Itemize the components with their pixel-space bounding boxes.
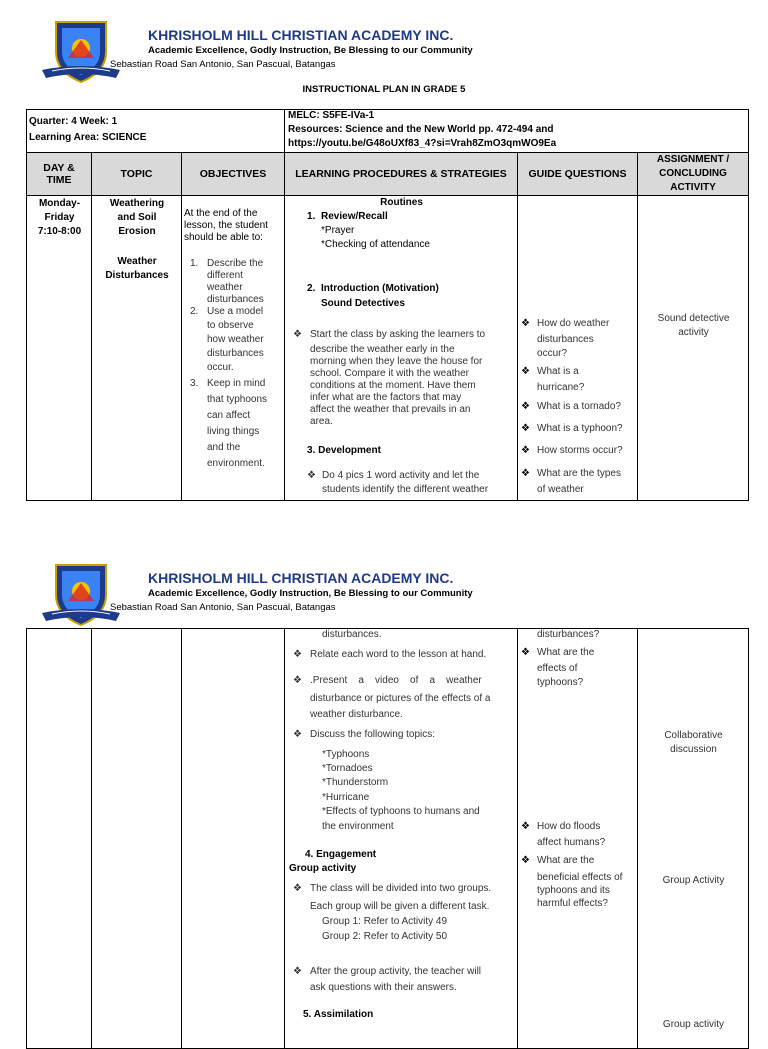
- start-text: conditions at the moment. Have them: [310, 380, 476, 391]
- assignment-cell: [638, 196, 749, 501]
- day-time-cell: [27, 629, 92, 1049]
- start-text: morning when they leave the house for: [310, 356, 483, 367]
- discussion-topic: *Tornadoes: [322, 763, 373, 774]
- school-motto: Academic Excellence, Godly Instruction, Be Blessing to our Community: [148, 45, 473, 56]
- guide-question: hurricane?: [537, 382, 585, 393]
- col-header-procedures: LEARNING PROCEDURES & STRATEGIES: [285, 153, 518, 196]
- diamond-bullet-icon: ❖: [521, 647, 530, 658]
- after-text: ask questions with their answers.: [310, 982, 457, 993]
- pics-text: students identify the different weather: [322, 484, 489, 495]
- resources-link[interactable]: https://youtu.be/G48oUXf83_4?si=Vrah8ZmO3qmWO9Ea: [288, 138, 557, 149]
- objective-number: 2.: [190, 306, 199, 317]
- guide-questions-cell: [518, 196, 638, 501]
- subtopic-line: Weather: [117, 256, 157, 267]
- sound-detectives-heading: Sound Detectives: [321, 298, 405, 309]
- guide-question: typhoons and its: [537, 885, 610, 896]
- assignment-text: Collaborative: [664, 730, 723, 741]
- plan-title: INSTRUCTIONAL PLAN IN GRADE 5: [302, 84, 466, 95]
- objective-1: Describe the: [207, 258, 264, 269]
- objective-intro: lesson, the student: [184, 220, 268, 231]
- guide-question: occur?: [537, 348, 568, 359]
- guide-question: What are the: [537, 855, 595, 866]
- objectives-cell: [182, 629, 285, 1049]
- objective-2: to observe: [207, 320, 254, 331]
- col-header-day-time: [27, 153, 92, 196]
- school-address: Sebastian Road San Antonio, San Pascual, Batangas: [110, 59, 336, 70]
- assignment-text: Group activity: [662, 1019, 725, 1030]
- step-number: 2.: [307, 283, 316, 294]
- objective-3: that typhoons: [207, 394, 268, 405]
- guide-question: typhoons?: [537, 677, 584, 688]
- info-right-cell: [285, 110, 749, 153]
- objective-2: occur.: [207, 362, 234, 373]
- start-text: infer what are the factors that may: [310, 392, 462, 403]
- assimilation-heading: 5. Assimilation: [303, 1009, 374, 1020]
- col-header-objectives: OBJECTIVES: [182, 153, 285, 196]
- after-text: After the group activity, the teacher will: [310, 966, 482, 977]
- subtopic-line: Disturbances: [105, 270, 169, 281]
- diamond-bullet-icon: ❖: [521, 468, 530, 479]
- assignment-text: activity: [678, 327, 709, 338]
- diamond-bullet-icon: ❖: [521, 401, 530, 412]
- development-heading: 3. Development: [307, 445, 381, 456]
- procedures-cell: [285, 196, 518, 501]
- objective-number: 3.: [190, 378, 199, 389]
- resources: [288, 124, 553, 136]
- objective-1: disturbances: [207, 294, 264, 305]
- plan-table-page1: [26, 109, 749, 501]
- diamond-bullet-icon: ❖: [293, 675, 302, 686]
- diamond-bullet-icon: ❖: [293, 649, 302, 660]
- engagement-heading: 4. Engagement: [305, 849, 377, 860]
- review-heading: Review/Recall: [321, 211, 388, 222]
- guide-question: How storms occur?: [537, 445, 623, 456]
- day-time-cell: [27, 196, 92, 501]
- time-line: 7:10-8:00: [37, 226, 82, 237]
- divided-text: Each group will be given a different task.: [310, 901, 490, 912]
- assignment-text: Sound detective: [657, 313, 730, 324]
- guide-question: beneficial effects of: [537, 872, 623, 883]
- start-text: affect the weather that prevails in an: [310, 404, 471, 415]
- objective-2: Use a model: [207, 306, 264, 317]
- discussion-topic: *Effects of typhoons to humans and: [322, 806, 480, 817]
- assignment-text: discussion: [670, 744, 717, 755]
- objective-intro: At the end of the: [184, 208, 258, 219]
- guide-question: What are the types: [537, 468, 621, 479]
- guide-question: affect humans?: [537, 837, 606, 848]
- topic-line: and Soil: [117, 212, 157, 223]
- col-header-guide-questions: GUIDE QUESTIONS: [518, 153, 638, 196]
- objective-2: disturbances: [207, 348, 264, 359]
- discussion-topic: *Hurricane: [322, 792, 370, 803]
- guide-question: What is a typhoon?: [537, 423, 623, 434]
- group-1-task: Group 1: Refer to Activity 49: [322, 916, 448, 927]
- guide-question: What is a: [537, 366, 579, 377]
- topic-line: Weathering: [109, 198, 165, 209]
- col-header-assignment: [638, 153, 749, 196]
- school-motto: Academic Excellence, Godly Instruction, Be Blessing to our Community: [148, 588, 473, 599]
- col-assign-line3: ACTIVITY: [670, 182, 716, 193]
- objective-1: weather: [207, 282, 243, 293]
- start-text: school. Compare it with the weather: [310, 368, 469, 379]
- school-logo-icon: [42, 18, 120, 86]
- day-line: Friday: [44, 212, 75, 223]
- continued-text: disturbances.: [322, 629, 382, 640]
- present-text: weather disturbance.: [310, 709, 403, 720]
- objective-number: 1.: [190, 258, 199, 269]
- quarter-week: Quarter: 4 Week: 1: [29, 116, 118, 127]
- objective-1: different: [207, 270, 243, 281]
- diamond-bullet-icon: ❖: [293, 883, 302, 894]
- objective-3: environment.: [207, 458, 265, 469]
- diamond-bullet-icon: ❖: [307, 470, 316, 481]
- diamond-bullet-icon: ❖: [521, 855, 530, 866]
- diamond-bullet-icon: ❖: [521, 318, 530, 329]
- group-2-task: Group 2: Refer to Activity 50: [322, 931, 448, 942]
- resources-value: : Science and the New World pp. 472-494 and: [339, 124, 554, 135]
- start-text: Start the class by asking the learners to: [310, 329, 486, 340]
- guide-question: harmful effects?: [537, 898, 608, 909]
- step-number: 1.: [307, 211, 316, 222]
- diamond-bullet-icon: ❖: [293, 329, 302, 340]
- melc: MELC: S5FE-IVa-1: [288, 110, 375, 121]
- pics-text: Do 4 pics 1 word activity and let the: [322, 470, 480, 481]
- group-activity-heading: Group activity: [289, 863, 357, 874]
- objective-intro: should be able to:: [184, 232, 263, 243]
- diamond-bullet-icon: ❖: [293, 729, 302, 740]
- day-line: Monday-: [38, 198, 81, 209]
- col-assign-line2: CONCLUDING: [659, 168, 727, 179]
- guide-question: disturbances?: [537, 629, 600, 640]
- guide-question: How do floods: [537, 821, 601, 832]
- assignment-cell: [638, 629, 749, 1049]
- topic-line: Erosion: [118, 226, 156, 237]
- plan-table-page2: [26, 628, 749, 1049]
- learning-area: Learning Area: SCIENCE: [29, 132, 147, 143]
- relate-text: Relate each word to the lesson at hand.: [310, 649, 487, 660]
- procedures-cell: [285, 629, 518, 1049]
- introduction-heading: Introduction (Motivation): [321, 283, 439, 294]
- objective-2: how weather: [207, 334, 264, 345]
- routines-heading: Routines: [380, 197, 423, 208]
- discussion-topic: *Thunderstorm: [322, 777, 389, 788]
- guide-question: What are the: [537, 647, 595, 658]
- objective-3: Keep in mind: [207, 378, 266, 389]
- assignment-text: Group Activity: [662, 875, 725, 886]
- discussion-topic: *Typhoons: [322, 749, 370, 760]
- resources-label: Resources: [288, 124, 340, 135]
- diamond-bullet-icon: ❖: [521, 423, 530, 434]
- school-address: Sebastian Road San Antonio, San Pascual, Batangas: [110, 602, 336, 613]
- objective-3: and the: [207, 442, 241, 453]
- school-logo-icon: [42, 561, 120, 629]
- guide-question: effects of: [537, 663, 578, 674]
- diamond-bullet-icon: ❖: [521, 821, 530, 832]
- topic-cell: [92, 629, 182, 1049]
- objectives-cell: [182, 196, 285, 501]
- diamond-bullet-icon: ❖: [521, 366, 530, 377]
- guide-question: How do weather: [537, 318, 610, 329]
- objective-3: living things: [207, 426, 260, 437]
- info-left-cell: [27, 110, 285, 153]
- divided-text: The class will be divided into two groups.: [310, 883, 492, 894]
- col-day-line1: DAY &: [43, 162, 75, 174]
- school-name: KHRISHOLM HILL CHRISTIAN ACADEMY INC.: [148, 570, 454, 586]
- diamond-bullet-icon: ❖: [293, 966, 302, 977]
- guide-question: disturbances: [537, 334, 594, 345]
- attendance-item: *Checking of attendance: [321, 239, 430, 250]
- discussion-topic: the environment: [322, 821, 394, 832]
- school-name: KHRISHOLM HILL CHRISTIAN ACADEMY INC.: [148, 27, 454, 43]
- start-text: area.: [310, 416, 333, 427]
- col-day-line2: TIME: [46, 174, 72, 186]
- col-assign-line1: ASSIGNMENT /: [656, 154, 730, 165]
- discuss-text: Discuss the following topics:: [310, 729, 436, 740]
- objective-3: can affect: [207, 410, 251, 421]
- start-text: describe the weather early in the: [310, 344, 455, 355]
- present-text: disturbance or pictures of the effects of a: [310, 693, 491, 704]
- col-header-topic: TOPIC: [92, 153, 182, 196]
- guide-question: of weather: [537, 484, 584, 495]
- guide-question: What is a tornado?: [537, 401, 621, 412]
- prayer-item: *Prayer: [321, 225, 355, 236]
- guide-questions-cell: [518, 629, 638, 1049]
- topic-cell: [92, 196, 182, 501]
- diamond-bullet-icon: ❖: [521, 445, 530, 456]
- present-text: .Present a video of a weather: [310, 675, 482, 686]
